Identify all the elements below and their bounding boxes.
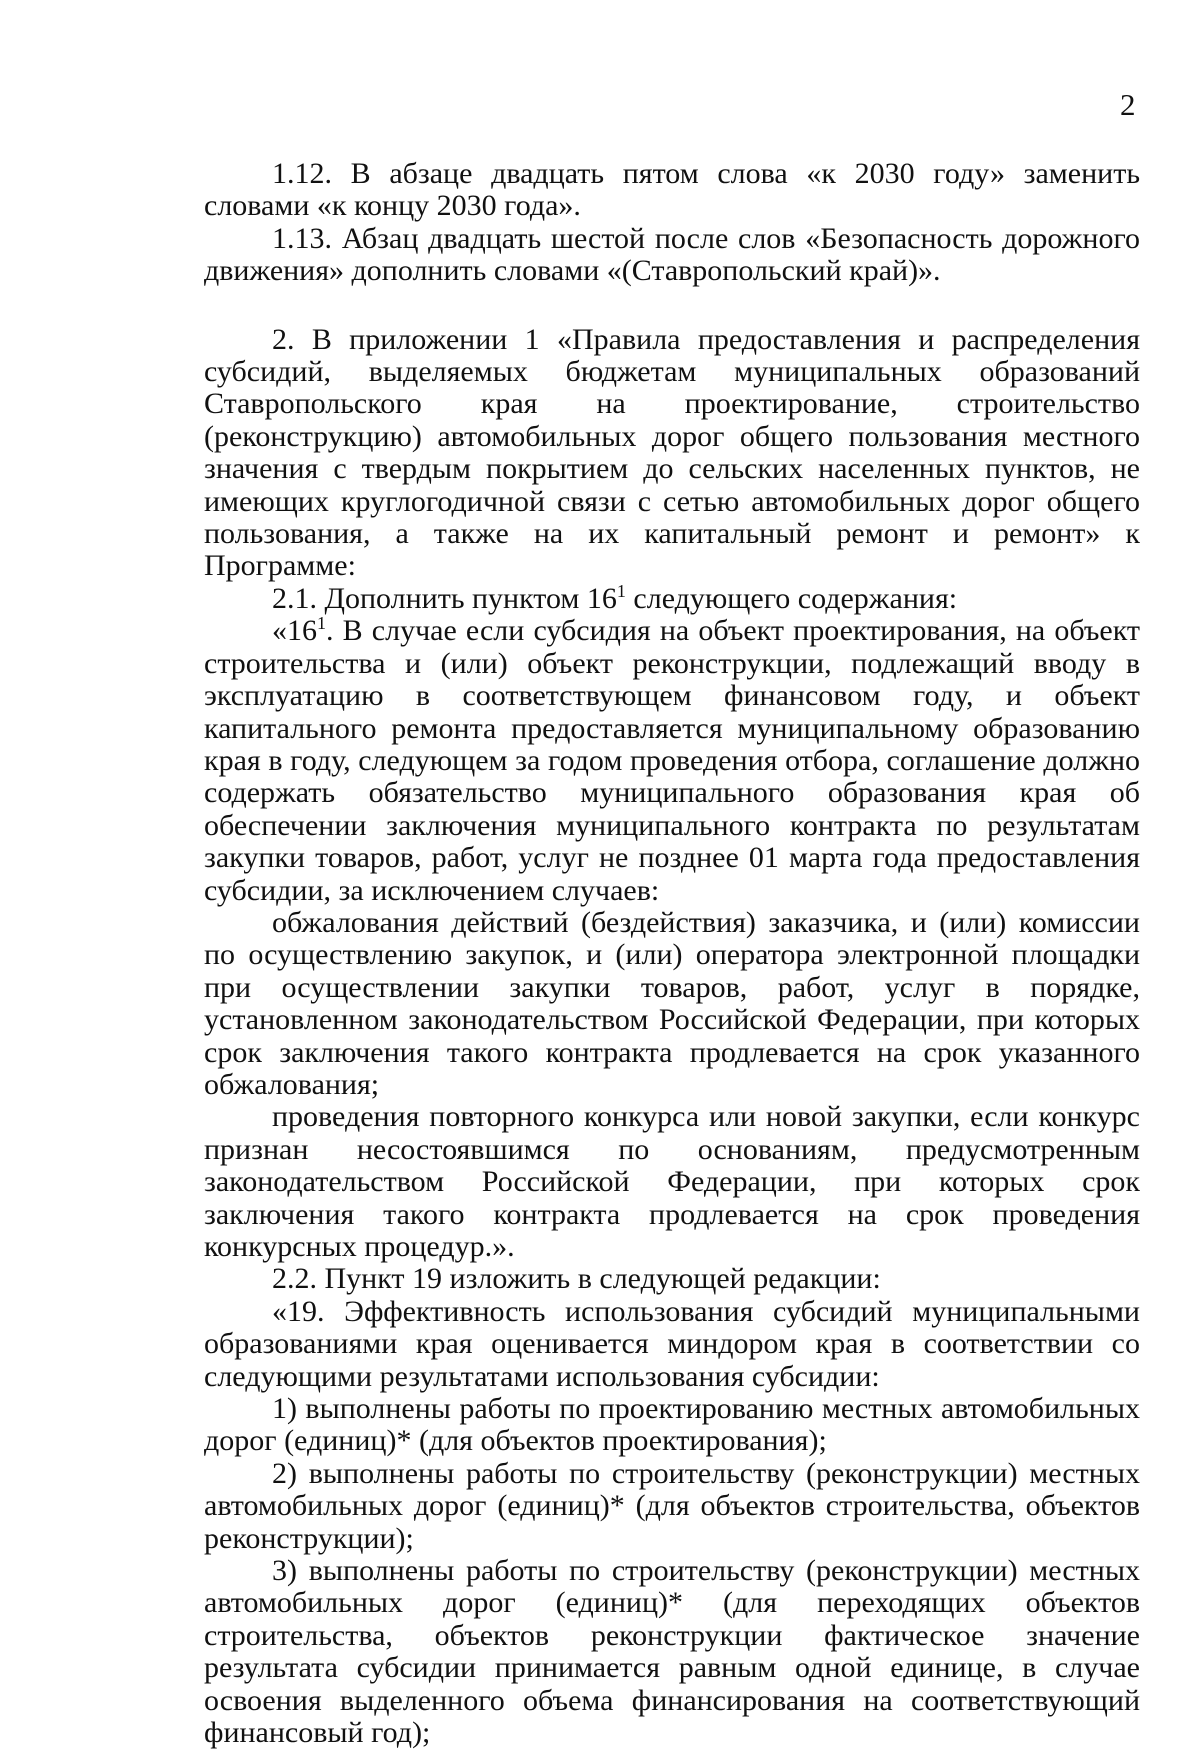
paragraph-text: 2. В приложении 1 «Правила предоставления и распределения субсидий, выделяемых бюджетам муниципальных образований Ставропольского края на проектирование, строительство (реконструкцию) автомобильных дорог общего пользования местного значения с твердым покрытием до сельских населенных пунктов, не имеющих круглогодичной связи с сетью автомобильных дорог общего пользования, а также на их капитальный ремонт и ремонт» к Программе: <box>204 322 1140 583</box>
paragraph <box>204 580 1140 615</box>
paragraph-text: . В случае если субсидия на объект проектирования, на объект строительства и (или) объект реконструкции, подлежащий вводу в эксплуатацию в соответствующем финансовом году, и объект капитального ремонта предоставляется муниципальному образованию края в году, следующем за годом проведения отбора, соглашение должно содержать обязательство муниципального образования края об обеспечении заключения муниципального контракта по результатам закупки товаров, работ, услуг не позднее 01 марта года предоставления субсидии, за исключением случаев: <box>204 614 1140 907</box>
paragraph-text: 2.1. Дополнить пунктом 16 <box>272 581 617 615</box>
paragraph-text: 2) выполнены работы по строительству (реконструкции) местных автомобильных дорог (единиц)* (для объектов строительства, объектов реконструкции); <box>204 1456 1140 1555</box>
page-number: 2 <box>1120 87 1136 122</box>
paragraph-text: 3) выполнены работы по строительству (реконструкции) местных автомобильных дорог (единиц)* (для переходящих объектов строительства, объектов реконструкции фактическое значение результата субсидии принимается равным одной единице, в случае освоения выделенного объема финансирования на соответствующий финансовый год); <box>204 1554 1140 1750</box>
paragraph <box>204 223 1140 288</box>
paragraph <box>204 1101 1140 1263</box>
paragraph-text: 1.12. В абзаце двадцать пятом слова «к 2030 году» заменить словами «к концу 2030 года». <box>204 157 1140 223</box>
paragraph-text: «19. Эффективность использования субсидий муниципальными образованиями края оценивается миндором края в соответствии со следующими результатами использования субсидии: <box>204 1294 1140 1393</box>
superscript-index: 1 <box>616 580 626 601</box>
paragraph <box>204 1393 1140 1458</box>
paragraph <box>204 615 1140 907</box>
paragraph <box>204 1296 1140 1393</box>
paragraph <box>204 907 1140 1101</box>
paragraph-text: обжалования действий (бездействия) заказчика, и (или) комиссии по осуществлению закупок, и (или) оператора электронной площадки при осуществлении закупки товаров, работ, услуг в порядке, установленном законодательством Российской Федерации, при которых срок заключения такого контракта продлевается на срок указанного обжалования; <box>204 905 1140 1101</box>
paragraph-text: проведения повторного конкурса или новой закупки, если конкурс признан несостоявшимся по основаниям, предусмотренным законодательством Российской Федерации, при которых срок заключения такого контракта продлевается на срок проведения конкурсных процедур.». <box>204 1100 1140 1263</box>
paragraph-text: 1.13. Абзац двадцать шестой после слов «Безопасность дорожного движения» дополнить словами «(Ставропольский край)». <box>204 221 1140 288</box>
paragraph-text: «16 <box>272 614 317 648</box>
paragraph-text: следующего содержания: <box>625 581 958 615</box>
document-body <box>204 158 1140 1750</box>
paragraph-text: 2.2. Пункт 19 изложить в следующей редакции: <box>272 1262 881 1296</box>
paragraph <box>204 324 1140 583</box>
superscript-index: 1 <box>317 613 326 634</box>
paragraph <box>204 1555 1140 1749</box>
paragraph <box>204 158 1140 223</box>
paragraph <box>204 1263 1140 1295</box>
paragraph-text: 1) выполнены работы по проектированию местных автомобильных дорог (единиц)* (для объектов проектирования); <box>204 1392 1140 1458</box>
paragraph <box>204 1458 1140 1555</box>
